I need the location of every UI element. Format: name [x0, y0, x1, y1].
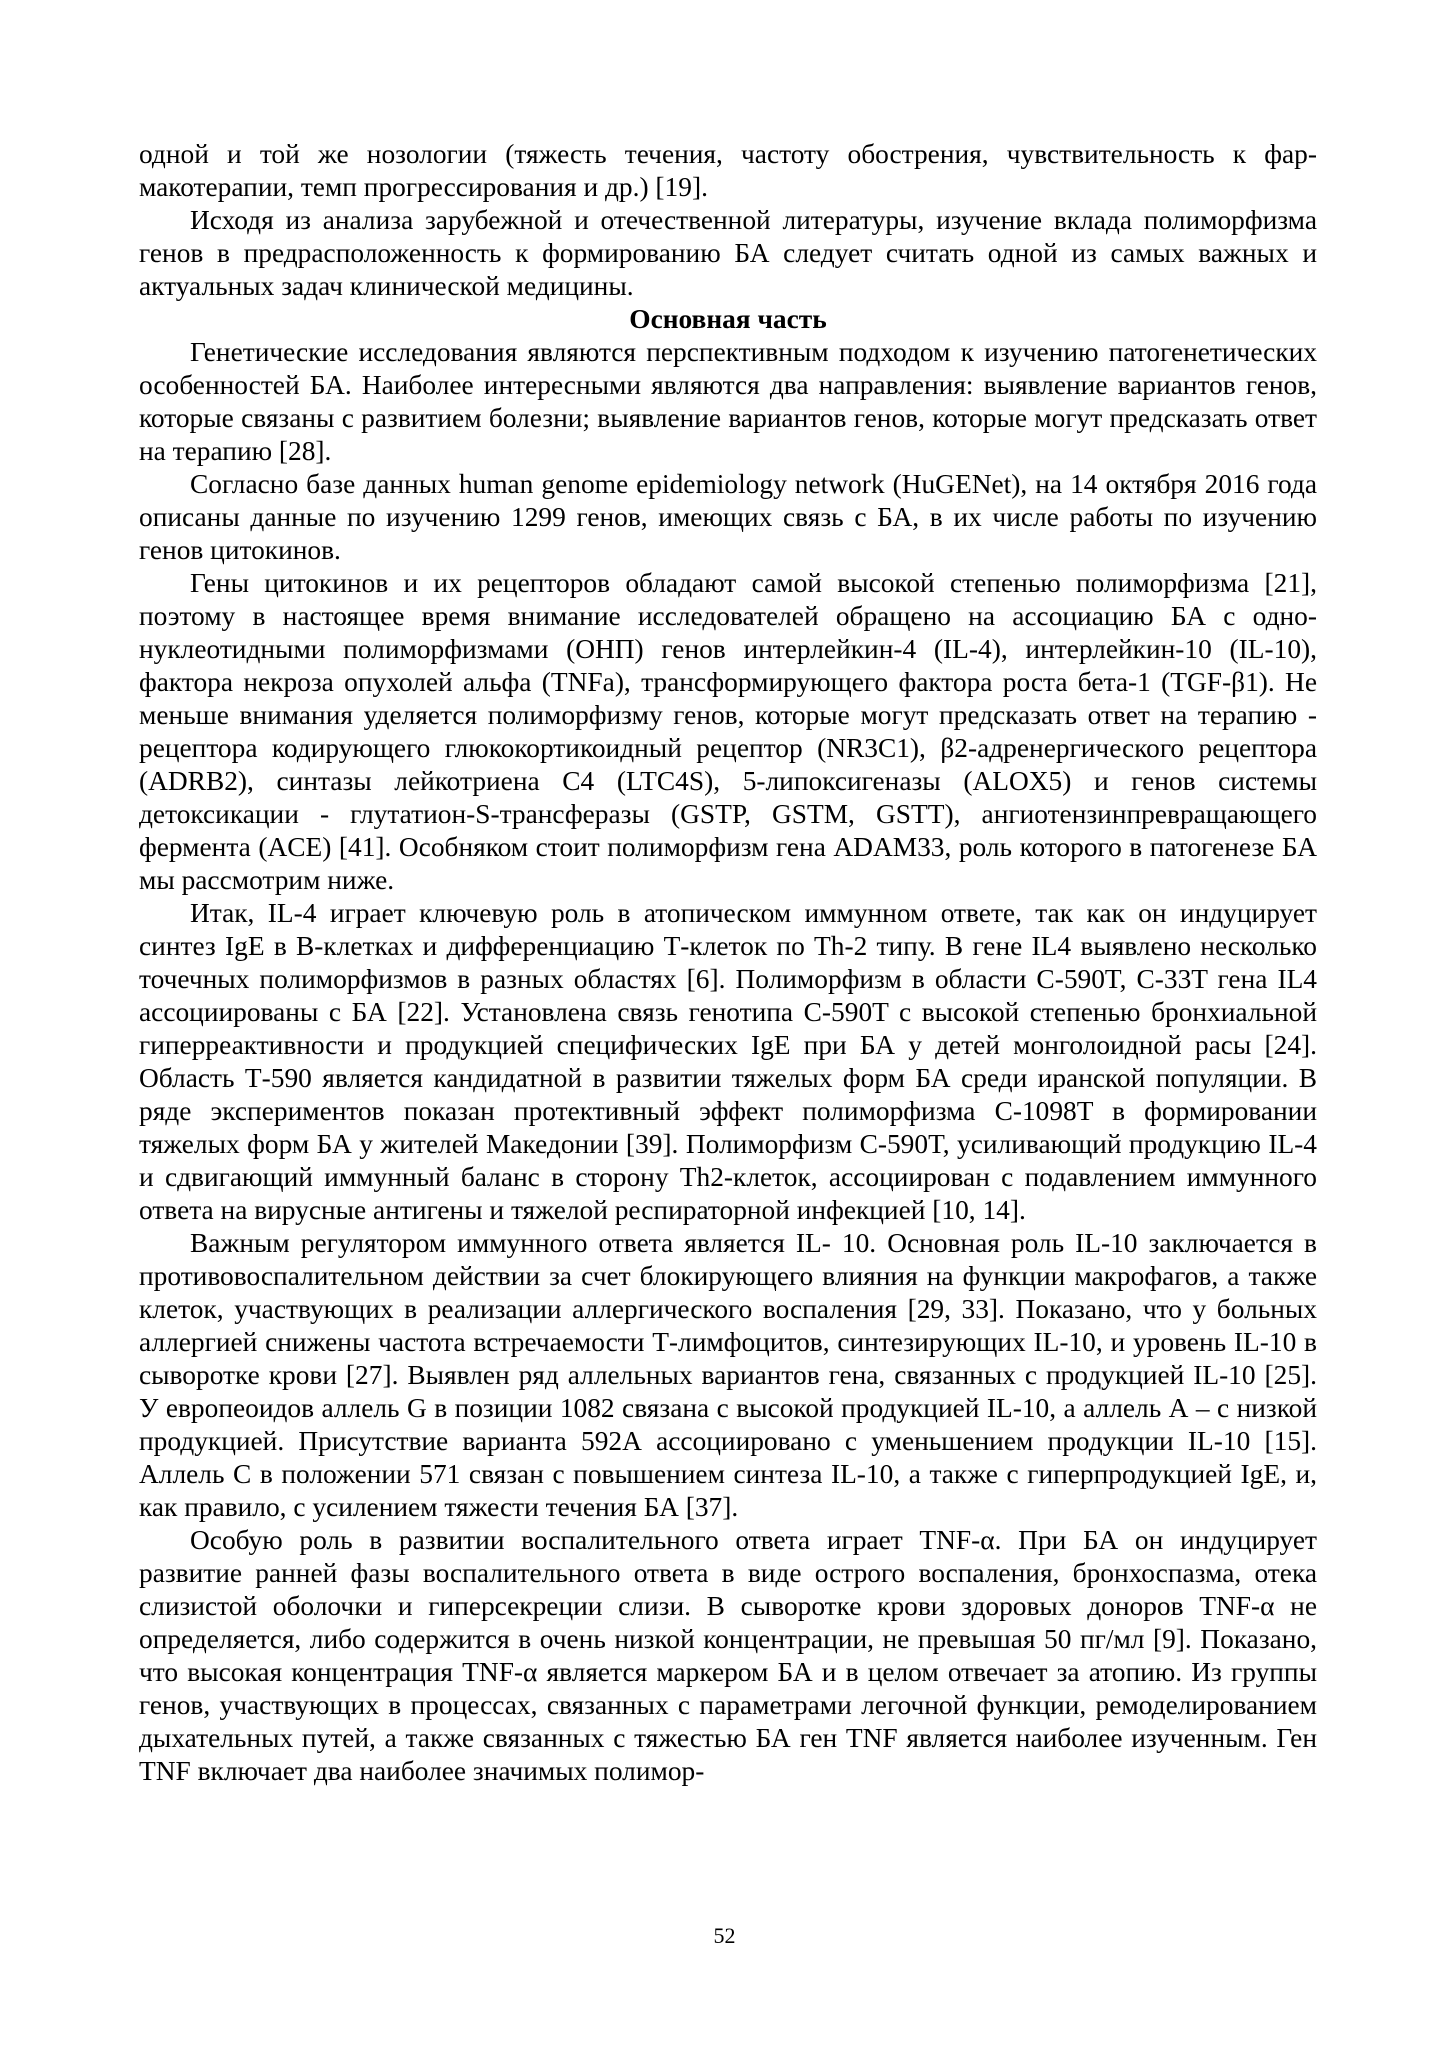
document-body: [139, 138, 1317, 1788]
paragraph-il10: Важным регулятором иммунного ответа является IL- 10. Основная роль IL-10 заключается в противовоспалительном действии за счет блокирующего влияния на функции макрофагов, а также клеток, участвующих в реализации аллергического воспаления [29, 33]. Показано, что у больных аллергией снижены частота встречаемости Т-лимфоцитов, синтезирующих IL-10, и уровень IL-10 в сыворотке крови [27]. Выявлен ряд аллельных вариантов гена, связанных с продукцией IL-10 [25]. У европеоидов аллель G в позиции 1082 связана с высокой продукцией IL-10, а аллель А – с низкой продукцией. Присутствие варианта 592А ассоциировано с уменьшением продукции IL-10 [15]. Аллель С в положении 571 связан с повышением синтеза IL-10, а также с гиперпродукцией IgE, и, как правило, с усилением тяжести течения БА [37].: [139, 1228, 1317, 1522]
paragraph-intro-continued: одной и той же нозологии (тяжесть течения, частоту обострения, чувствительность к фармакотерапии, темп прогрессирования и др.) [19].: [139, 139, 1317, 202]
paragraph-hugenet: Согласно базе данных human genome epidemiology network (HuGENet), на 14 октября 2016 года описаны данные по изучению 1299 генов, имеющих связь с БА, в их числе работы по изучению генов цитокинов.: [139, 469, 1317, 565]
paragraph-cytokine-genes: Гены цитокинов и их рецепторов обладают самой высокой степенью полиморфизма [21], поэтому в настоящее время внимание исследователей обращено на ассоциацию БА с однонуклеотидными полиморфизмами (ОНП) генов интерлейкин-4 (IL-4), интерлейкин-10 (IL-10), фактора некроза опухолей альфа (TNFa), трансформирующего фактора роста бета-1 (TGF-β1). Не меньше внимания уделяется полиморфизму генов, которые могут предсказать ответ на терапию - рецептора кодирующего глюкокортикоидный рецептор (NR3C1), β2-адренергического рецептора (ADRB2), синтазы лейкотриена C4 (LTC4S), 5-липоксигеназы (ALOX5) и генов системы детоксикации - глутатион-S-трансферазы (GSTP, GSTM, GSTT), ангиотензинпревращающего фермента (ACE) [41]. Особняком стоит полиморфизм гена ADAM33, роль которого в патогенезе БА мы рассмотрим ниже.: [139, 568, 1317, 895]
section-heading: Основная часть: [629, 304, 827, 334]
page-number: 52: [713, 1923, 736, 1948]
paragraph-tnf: Особую роль в развитии воспалительного ответа играет TNF-α. При БА он индуцирует развитие ранней фазы воспалительного ответа в виде острого воспаления, бронхоспазма, отека слизистой оболочки и гиперсекреции слизи. В сыворотке крови здоровых доноров TNF-α не определяется, либо содержится в очень низкой концентрации, не превышая 50 пг/мл [9]. Показано, что высокая концентрация TNF-α является маркером БА и в целом отвечает за атопию. Из группы генов, участвующих в процессах, связанных с параметрами легочной функции, ремоделированием дыхательных путей, а также связанных с тяжестью БА ген TNF является наиболее изученным. Ген TNF включает два наиболее значимых полимор-: [139, 1525, 1317, 1786]
paragraph-il4: Итак, IL-4 играет ключевую роль в атопическом иммунном ответе, так как он индуцирует синтез IgE в В-клетках и дифференциацию Т-клеток по Th-2 типу. В гене IL4 выявлено несколько точечных полиморфизмов в разных областях [6]. Полиморфизм в области C-590T, C-33T гена IL4 ассоциированы с БА [22]. Установлена связь генотипа C-590T с высокой степенью бронхиальной гиперреактивности и продукцией специфических IgE при БА у детей монголоидной расы [24]. Область Т-590 является кандидатной в развитии тяжелых форм БА среди иранской популяции. В ряде экспериментов показан протективный эффект полиморфизма C-1098T в формировании тяжелых форм БА у жителей Македонии [39]. Полиморфизм C-590T, усиливающий продукцию IL-4 и сдвигающий иммунный баланс в сторону Th2-клеток, ассоциирован с подавлением иммунного ответа на вирусные антигены и тяжелой респираторной инфекцией [10, 14].: [139, 898, 1317, 1225]
paragraph-genetic-research: Генетические исследования являются перспективным подходом к изучению патогенетических особенностей БА. Наиболее интересными являются два направления: выявление вариантов генов, которые связаны с развитием болезни; выявление вариантов генов, которые могут предсказать ответ на терапию [28].: [139, 337, 1317, 466]
paragraph-literature-analysis: Исходя из анализа зарубежной и отечественной литературы, изучение вклада полиморфизма генов в предрасположенность к формированию БА следует считать одной из самых важных и актуальных задач клинической медицины.: [139, 205, 1317, 301]
